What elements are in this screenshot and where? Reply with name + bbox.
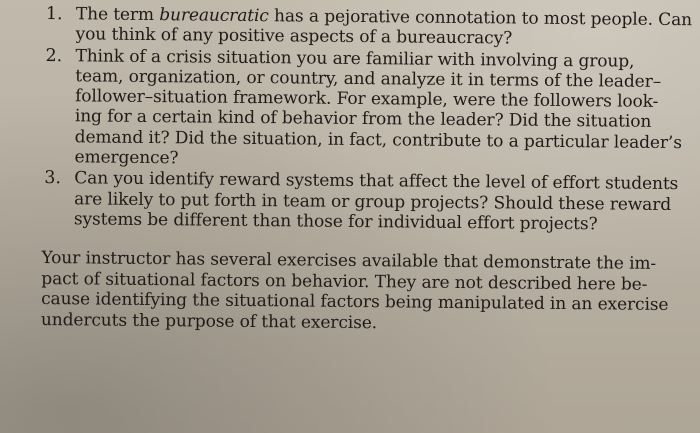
text-line: undercuts the purpose of that exercise. bbox=[40, 309, 378, 333]
text-line: cause identifying the situational factors being manipulated in an exercise bbox=[41, 289, 669, 316]
question-item bbox=[42, 46, 683, 174]
text-line: follower–situation framework. For example, were the followers look- bbox=[75, 86, 659, 113]
closing-paragraph bbox=[41, 248, 682, 336]
text-line: emergence? bbox=[74, 147, 179, 169]
page-content bbox=[40, 4, 693, 336]
text-line: team, organization, or country, and analyze it in terms of the leader– bbox=[75, 66, 662, 92]
text-line: you think of any positive aspects of a bureaucracy? bbox=[75, 24, 513, 49]
text-line: Your instructor has several exercises available that demonstrate the im- bbox=[41, 248, 657, 275]
text-line: Think of a crisis situation you are familiar with involving a group, bbox=[75, 45, 635, 72]
question-item bbox=[44, 4, 693, 51]
text-fragment: has a pejorative connotation to most people. Can bbox=[268, 6, 693, 31]
question-number: 3. bbox=[44, 168, 62, 189]
text-line: demand it? Did the situation, in fact, contribute to a particular leader’s bbox=[74, 127, 682, 153]
question-text bbox=[74, 169, 683, 236]
text-line: pact of situational factors on behavior. They are not described here be- bbox=[41, 268, 648, 295]
text-fragment: The term bbox=[75, 4, 160, 26]
question-number: 2. bbox=[45, 45, 63, 66]
text-line: systems be different than those for individual effort projects? bbox=[73, 209, 598, 235]
text-line: Can you identify reward systems that affect the level of effort students bbox=[74, 168, 679, 195]
italic-term: bureaucratic bbox=[159, 5, 269, 27]
text-line: ing for a certain kind of behavior from the leader? Did the situation bbox=[74, 106, 652, 133]
question-number: 1. bbox=[45, 4, 63, 25]
question-item bbox=[42, 168, 683, 235]
question-text bbox=[74, 46, 683, 174]
question-text bbox=[75, 4, 693, 50]
question-list bbox=[42, 4, 693, 235]
text-line: are likely to put forth in team or group projects? Should these reward bbox=[74, 188, 672, 215]
